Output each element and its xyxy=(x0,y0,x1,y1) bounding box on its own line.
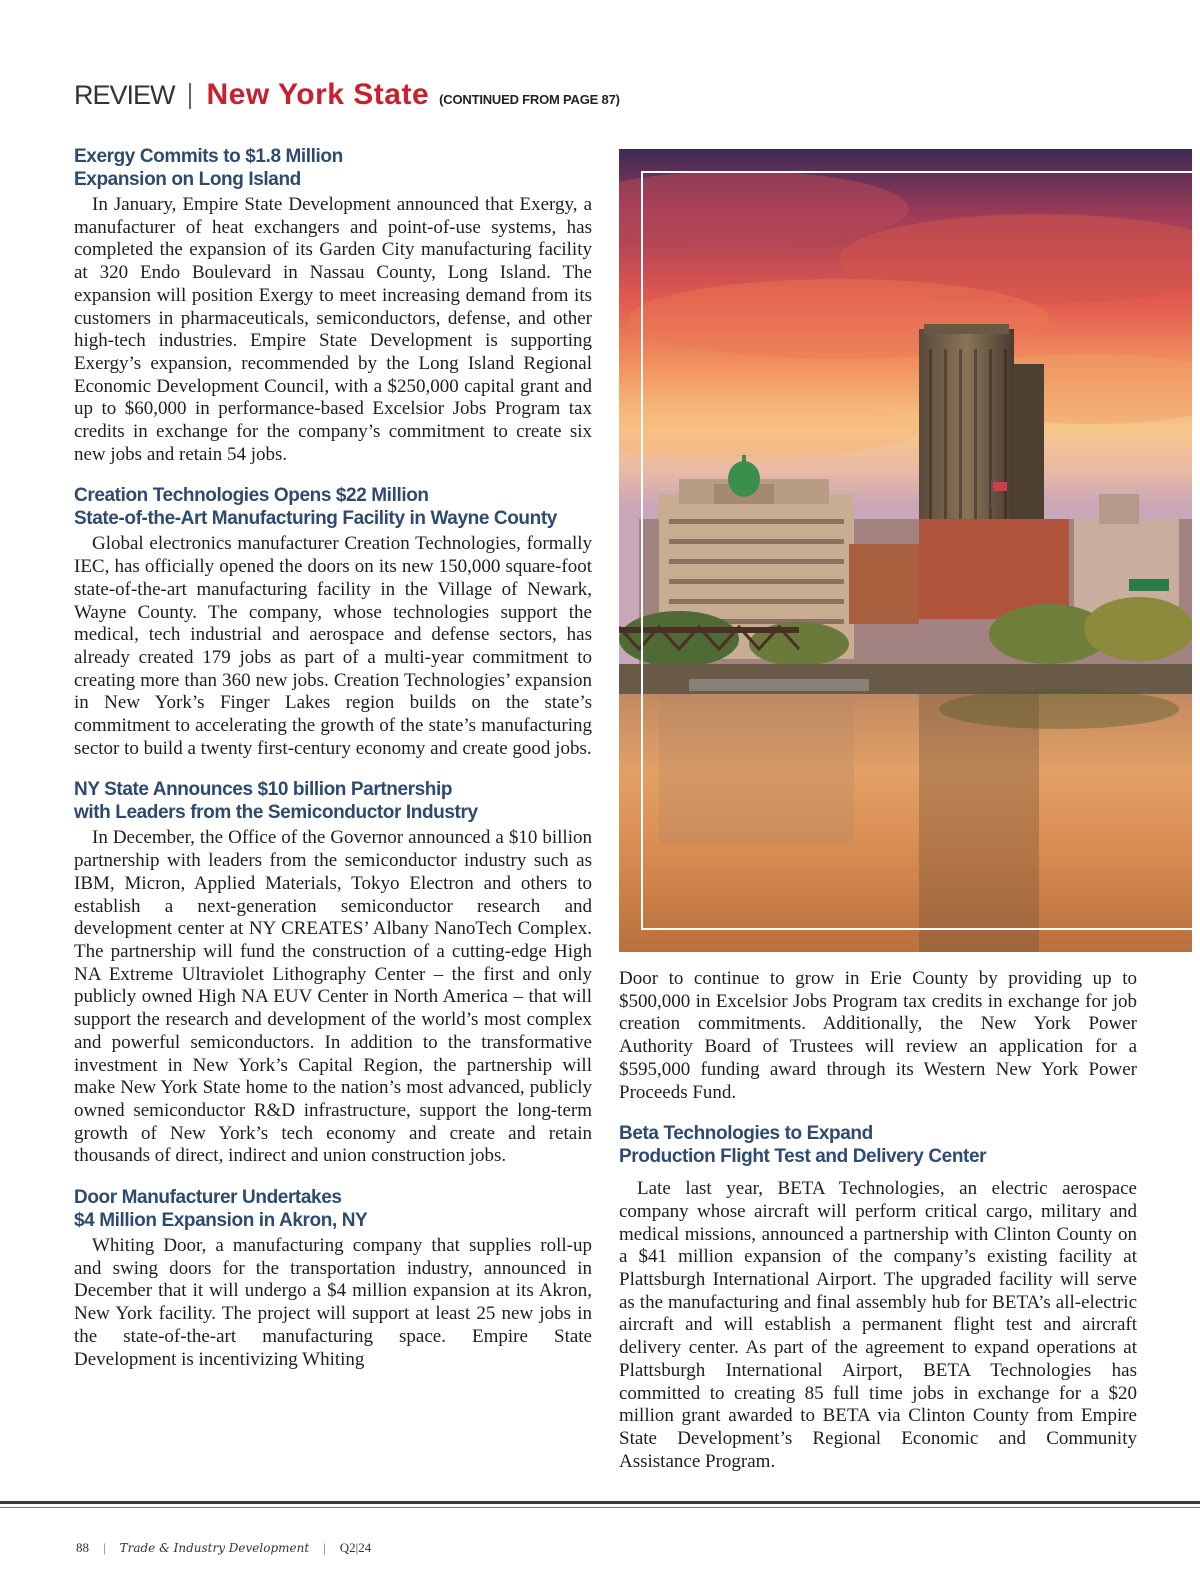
page-footer xyxy=(76,1540,371,1556)
headline-line-2: $4 Million Expansion in Akron, NY xyxy=(74,1210,368,1232)
headline-line-2: State-of-the-Art Manufacturing Facility in Wayne County xyxy=(74,508,557,530)
article-semiconductor-partnership xyxy=(74,778,592,1168)
article-beta-technologies xyxy=(619,1122,1137,1473)
left-column xyxy=(74,145,592,1389)
headline-line-1: Exergy Commits to $1.8 Million xyxy=(74,146,343,167)
footer-separator: | xyxy=(323,1540,326,1555)
article-headline xyxy=(74,1186,592,1232)
headline-line-2: Production Flight Test and Delivery Center xyxy=(619,1146,987,1168)
article-body: In January, Empire State Development announced that Exergy, a manufacturer of heat exchangers and point-of-use systems, has completed the expansion of its Garden City manufacturing facility at 320 Endo Boulevard in Nassau County, Long Island. The expansion will position Exergy to meet increasing demand from its customers in pharmaceuticals, semiconductors, defense, and other high-tech industries. Empire State Development is supporting Exergy’s expansion, recommended by the Long Island Regional Economic Development Council, with a $250,000 capital grant and up to $60,000 in performance-based Excelsior Jobs Program tax credits in exchange for the company’s commitment to create six new jobs and retain 54 jobs. xyxy=(74,194,592,465)
page-header xyxy=(74,78,620,114)
header-divider xyxy=(189,83,191,109)
right-column xyxy=(619,968,1137,1491)
skyline-illustration xyxy=(619,149,1192,952)
article-continuation: Door to continue to grow in Erie County by providing up to $500,000 in Excelsior Jobs Program tax credits in exchange for job creation commitments. Additionally, the New York Power Authority Board of Trustees will review an application for a $595,000 funding award through its Western New York Power Proceeds Fund. xyxy=(619,968,1137,1103)
page-number: 88 xyxy=(76,1540,89,1555)
headline-line-1: NY State Announces $10 billion Partnership xyxy=(74,779,453,801)
region-title: New York State xyxy=(206,78,430,111)
article-exergy xyxy=(74,145,592,466)
article-headline xyxy=(74,484,592,530)
continued-note: (CONTINUED FROM PAGE 87) xyxy=(439,92,620,107)
article-body: Late last year, BETA Technologies, an electric aerospace company whose aircraft will perform critical cargo, military and medical missions, announced a partnership with Clinton County on a $41 million expansion of the company’s existing facility at Plattsburgh International Airport. The upgraded facility will serve as the manufacturing and final assembly hub for BETA’s all-electric aircraft and will establish a permanent flight test and aircraft delivery center. As part of the agreement to expand operations at Plattsburgh International Airport, BETA Technologies has committed to creating 85 full time jobs in exchange for a $20 million grant awarded to BETA via Clinton County from Empire State Development’s Regional Economic and Community Assistance Program. xyxy=(619,1178,1137,1472)
article-whiting-door xyxy=(74,1186,592,1371)
article-headline xyxy=(74,145,592,191)
footer-separator: | xyxy=(103,1540,106,1555)
footer-rule-thin xyxy=(0,1507,1200,1508)
section-label: REVIEW xyxy=(74,80,175,110)
article-body: Global electronics manufacturer Creation Technologies, formally IEC, has officially opened the doors on its new 150,000 square-foot state-of-the-art manufacturing facility in the Village of Newark, Wayne County. The company, whose technologies support the medical, tech industrial and aerospace and defense sectors, has already created 179 jobs as part of a multi-year commitment to creating more than 360 new jobs. Creation Technologies’ expansion in New York’s Finger Lakes region builds on the state’s commitment to accelerating the growth of the state’s manufacturing sector to build a twenty first-century economy and create good jobs. xyxy=(74,533,592,759)
article-body: In December, the Office of the Governor announced a $10 billion partnership with leaders from the semiconductor industry such as IBM, Micron, Applied Materials, Tokyo Electron and others to establish a next-generation semiconductor research and development center at NY CREATES’ Albany NanoTech Complex. The partnership will fund the construction of a cutting-edge High NA Extreme Ultraviolet Lithography Center – the first and only publicly owned High NA EUV Center in North America – that will support the research and development of the world’s most complex and powerful semiconductors. In addition to the transformative investment in New York’s Capital Region, the partnership will make New York State home to the nation’s most advanced, publicly owned semiconductor R&D infrastructure, support the long-term growth of New York’s tech economy and create and retain thousands of direct, indirect and union construction jobs. xyxy=(74,827,592,1167)
headline-line-1: Creation Technologies Opens $22 Million xyxy=(74,485,429,507)
headline-line-1: Door Manufacturer Undertakes xyxy=(74,1187,342,1209)
headline-line-2: Expansion on Long Island xyxy=(74,169,301,190)
footer-rule xyxy=(0,1501,1200,1504)
publication-name: Trade & Industry Development xyxy=(119,1541,310,1555)
article-creation-technologies xyxy=(74,484,592,760)
headline-line-2: with Leaders from the Semiconductor Industry xyxy=(74,802,478,824)
article-body: Whiting Door, a manufacturing company that supplies roll-up and swing doors for the transportation industry, announced in December that it will undergo a $4 million expansion at its Akron, New York facility. The project will support at least 25 new jobs in the state-of-the-art manufacturing space. Empire State Development is incentivizing Whiting xyxy=(74,1235,592,1370)
headline-line-1: Beta Technologies to Expand xyxy=(619,1123,873,1145)
article-headline xyxy=(619,1122,1137,1168)
issue-label: Q2|24 xyxy=(339,1540,372,1555)
article-headline xyxy=(74,778,592,824)
albany-skyline-photo xyxy=(619,149,1192,952)
